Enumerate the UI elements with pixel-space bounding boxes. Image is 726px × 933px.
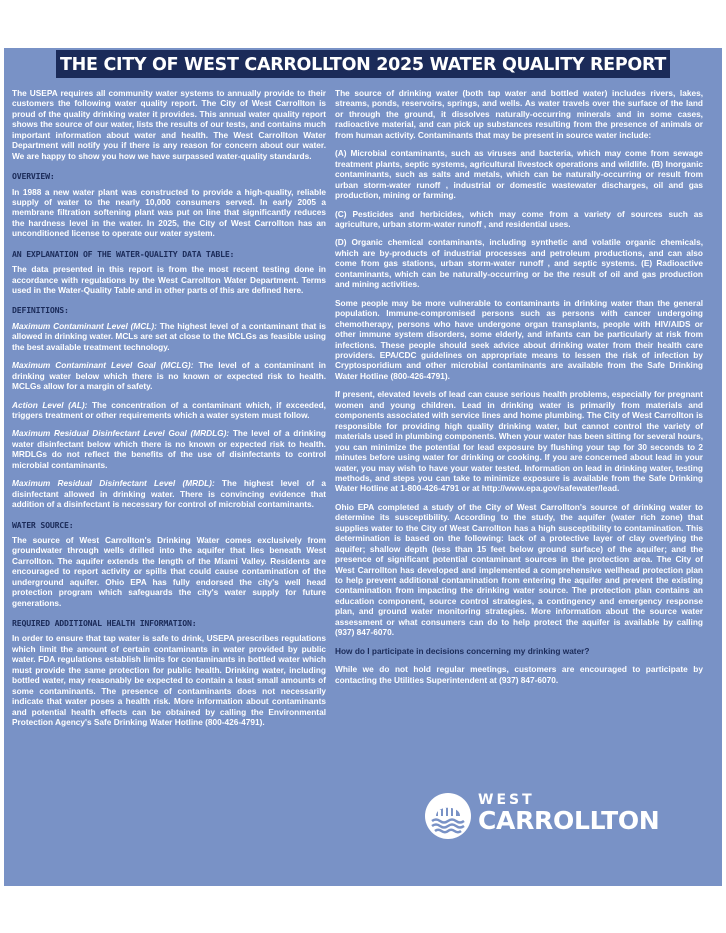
participation-answer: While we do not hold regular meetings, customers are encouraged to participate by contacting the Utilities Superintendent at (937) 847-6070.: [335, 664, 703, 685]
definition-mcl: [12, 321, 326, 352]
definition-mrdl: [12, 478, 326, 509]
definition-al: [12, 400, 326, 421]
definition-term: Maximum Residual Disinfectant Level (MRDL):: [12, 478, 215, 489]
city-emblem-icon: [424, 792, 472, 840]
susceptibility-paragraph: Ohio EPA completed a study of the City of West Carrollton's source of drinking water to determine its susceptibility. According to the study, the aquifer (water rich zone) that supplies water to the City of West Carrollton has a high susceptibility to contamination. This determination is based on the following: lack of a protective layer of clay overlying the aquifer; shallow depth (less than 15 feet below ground surface) of the aquifer; and the presence of significant potential contaminant sources in the protection area. The City of West Carrollton has developed and implemented a comprehensive wellhead protection plan to help prevent additional contamination from entering the aquifer and prevent the existing contamination from impacting the drinking water source. The protection plan contains an education component, source control strategies, a contingency and emergency response plan, and ground water monitoring strategies. More information about the source water assessment or what consumers can do to help protect the aquifer is available by calling (937) 847-6070.: [335, 501, 703, 638]
contaminants-c-paragraph: (C) Pesticides and herbicides, which may come from a variety of sources such as agriculture, urban storm-water runoff , and residential uses.: [335, 208, 703, 229]
definition-text: The concentration of a contaminant which, if exceeded, triggers treatment or other requirements which a water system must follow.: [12, 399, 326, 420]
overview-heading: OVERVIEW:: [12, 171, 55, 182]
definition-term: Action Level (AL):: [12, 399, 88, 410]
definition-text: The level of a contaminant in drinking water below which there is no known or expected risk to health. MCLGs allow for a margin of safety.: [12, 360, 326, 392]
definition-term: Maximum Contaminant Level Goal (MCLG):: [12, 360, 194, 371]
vulnerable-populations-paragraph: Some people may be more vulnerable to contaminants in drinking water than the general population. Immune-compromised persons such as persons with cancer undergoing chemotherapy, persons who have undergone organ transplants, people with HIV/AIDS or other immune system disorders, some elderly, and infants can be particularly at risk from infections. These people should seek advice about drinking water from their health care providers. EPA/CDC guidelines on appropriate means to lessen the risk of infection by Cryptosporidium and other microbial contaminants are available from the Safe Drinking Water Hotline (800-426-4791).: [335, 297, 703, 381]
contaminants-d-e-paragraph: (D) Organic chemical contaminants, including synthetic and volatile organic chemicals, which are by-products of industrial processes and petroleum productions, and can also come from gas stations, urban storm-water runoff , and septic systems. (E) Radioactive contaminants, which can be naturally-occurring or be the result of oil and gas production and mining activities.: [335, 237, 703, 290]
definition-term: Maximum Residual Disinfectant Level Goal (MRDLG):: [12, 428, 230, 439]
right-column: [335, 88, 703, 693]
definition-text: The highest level of a disinfectant allowed in drinking water. There is convincing evidence that addition of a disinfectant is necessary for control of microbial contaminants.: [12, 478, 326, 510]
logo-text-carrollton: CARROLLTON: [478, 806, 660, 835]
explanation-paragraph: The data presented in this report is from the most recent testing done in accordance with regulations by the West Carrollton Water Department. Terms used in the Water-Quality Table and in other parts of this are defined here.: [12, 264, 326, 295]
water-source-paragraph: The source of West Carrollton's Drinking Water comes exclusively from groundwater through wells drilled into the aquifer that lies beneath West Carrollton. The aquifer extends the length of the Miami Valley. Residents are encouraged to report activity or spills that could cause contamination of the underground aquifer. Ohio EPA has fully endorsed the city's well head protection program which safeguards the city's water supply for future generations.: [12, 534, 326, 608]
contaminants-a-b-paragraph: (A) Microbial contaminants, such as viruses and bacteria, which may come from sewage treatment plants, septic systems, agricultural livestock operations and wildlife. (B) Inorganic contaminants, such as salts and metals, which can be naturally-occurring or result from urban storm-water runoff , industrial or domestic wastewater discharges, oil and gas production, mining or farming.: [335, 148, 703, 201]
water-source-heading: WATER SOURCE:: [12, 519, 74, 530]
definition-term: Maximum Contaminant Level (MCL):: [12, 320, 157, 331]
health-info-heading: REQUIRED ADDITIONAL HEALTH INFORMATION:: [12, 618, 197, 629]
explanation-heading: AN EXPLANATION OF THE WATER-QUALITY DATA TABLE:: [12, 248, 235, 259]
west-carrollton-logo: [424, 792, 660, 842]
left-column: [12, 88, 326, 735]
definition-text: The level of a drinking water disinfectant below which there is no known or expected risk to health. MRDLGs do not reflect the benefits of the use of disinfectants to control microbial contaminants.: [12, 428, 326, 470]
definition-mrdlg: [12, 428, 326, 470]
definition-text: The highest level of a contaminant that is allowed in drinking water. MCLs are set at close to the MCLGs as feasible using the best available treatment technology.: [12, 320, 326, 352]
health-info-paragraph: In order to ensure that tap water is safe to drink, USEPA prescribes regulations which limit the amount of certain contaminants in water provided by public water. FDA regulations establish limits for contaminants in bottled water which must provide the same protection for public health. Drinking water, including bottled water, may reasonably be expected to contain a least small amounts of some contaminants. The presence of contaminants does not necessarily indicate that water poses a health risk. More information about contaminants and potential health effects can be obtained by calling the Environmental Protection Agency's Safe Drinking Water Hotline (800-426-4791).: [12, 633, 326, 728]
logo-text-west: WEST: [478, 792, 535, 808]
report-title: THE CITY OF WEST CARROLLTON 2025 WATER QUALITY REPORT: [60, 55, 666, 75]
overview-paragraph: In 1988 a new water plant was constructed to provide a high-quality, reliable supply of water to the nearly 10,000 consumers served. In early 2005 a membrane filtration softening plant was put on line that significantly reduces the hardness level in the water. In 2025, the City of West Carrollton has an unconditioned license to operate our water system.: [12, 186, 326, 239]
definitions-heading: DEFINITIONS:: [12, 305, 69, 316]
definition-mclg: [12, 360, 326, 391]
participation-question: How do I participate in decisions concerning my drinking water?: [335, 645, 590, 656]
lead-paragraph: If present, elevated levels of lead can cause serious health problems, especially for pregnant women and young children. Lead in drinking water is primarily from materials and components associated with service lines and home plumbing. The City of West Carrollton is responsible for providing high quality drinking water, but cannot control the variety of materials used in plumbing components. When your water has been sitting for several hours, you can minimize the potential for lead exposure by flushing your tap for 30 seconds to 2 minutes before using water for drinking or cooking. If you are concerned about lead in your water, you may wish to have your water tested. Information on lead in drinking water, testing methods, and steps you can take to minimize exposure is available from the Safe Drinking Water Hotline at 1-800-426-4791 or at http://www.epa.gov/safewater/lead.: [335, 389, 703, 494]
source-water-paragraph: The source of drinking water (both tap water and bottled water) includes rivers, lakes, streams, ponds, reservoirs, springs, and wells. As water travels over the surface of the land or through the ground, it dissolves naturally-occurring minerals and in some cases, radioactive material, and can pick up substances resulting from the presence of animals or from human activity. Contaminants that may be present in source water include:: [335, 88, 703, 140]
intro-paragraph: The USEPA requires all community water systems to annually provide to their customers the following water quality report. The City of West Carrollton is proud of the quality drinking water it provides. This annual water quality report shows the source of our water, lists the results of our tests, and contains much important information about water and health. The West Carrollton Water Department will notify you if there is any reason for concern about our water. We are happy to show you how we have surpassed water-quality standards.: [12, 88, 326, 161]
